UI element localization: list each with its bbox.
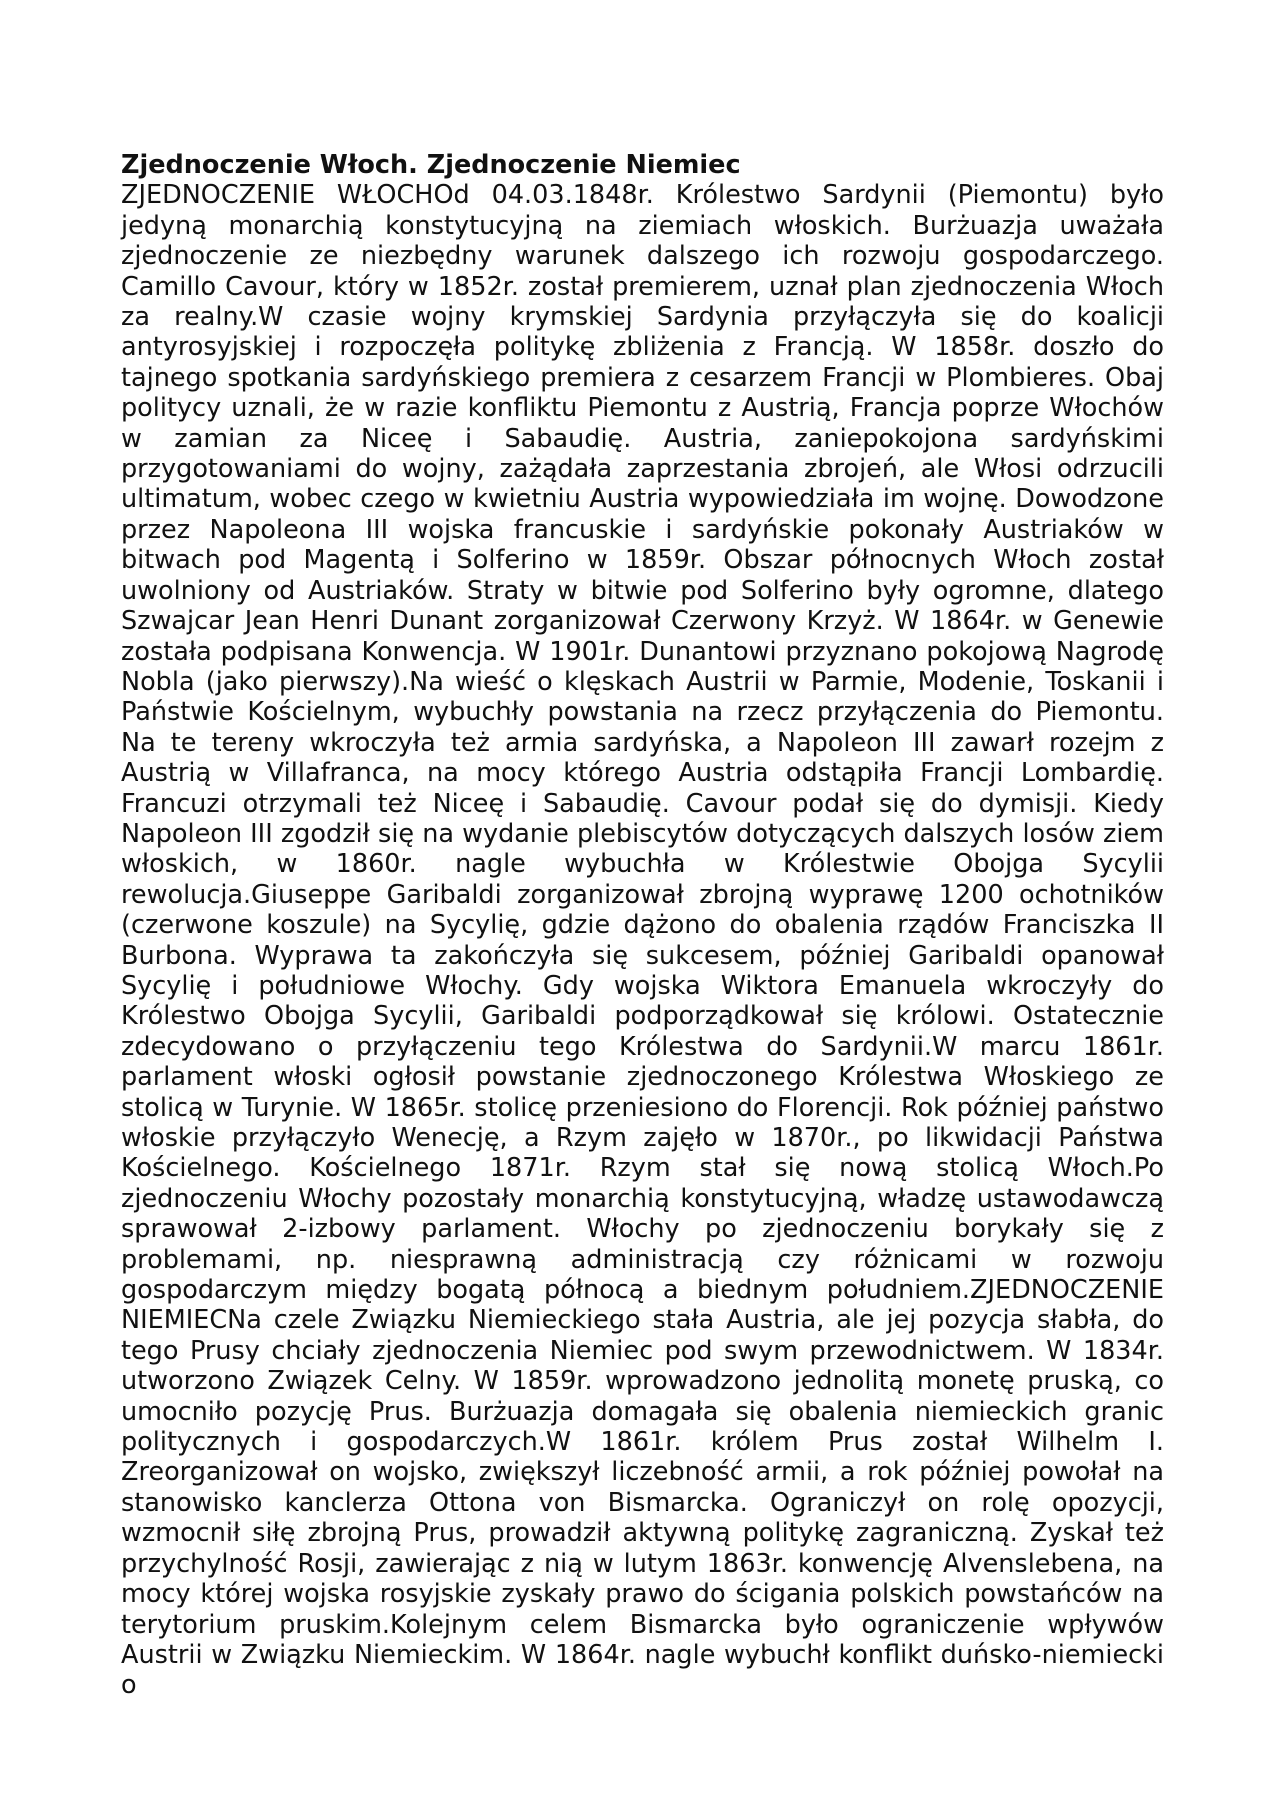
document-body-text: ZJEDNOCZENIE WŁOCHOd 04.03.1848r. Królestwo Sardynii (Piemontu) było jedyną monarchią konstytucyjną na ziemiach włoskich. Burżuazja uważała zjednoczenie ze niezbędny warunek dalszego ich rozwoju gospodarczego. Camillo Cavour, który w 1852r. został premierem, uznał plan zjednoczenia Włoch za realny.W czasie wojny krymskiej Sardynia przyłączyła się do koalicji antyrosyjskiej i rozpoczęła politykę zbliżenia z Francją. W 1858r. doszło do tajnego spotkania sardyńskiego premiera z cesarzem Francji w Plombieres. Obaj politycy uznali, że w razie konfliktu Piemontu z Austrią, Francja poprze Włochów w zamian za Niceę i Sabaudię. Austria, zaniepokojona sardyńskimi przygotowaniami do wojny, zażądała zaprzestania zbrojeń, ale Włosi odrzucili ultimatum, wobec czego w kwietniu Austria wypowiedziała im wojnę. Dowodzone przez Napoleona III wojska francuskie i sardyńskie pokonały Austriaków w bitwach pod Magentą i Solferino w 1859r. Obszar północnych Włoch został uwolniony od Austriaków. Straty w bitwie pod Solferino były ogromne, dlatego Szwajcar Jean Henri Dunant zorganizował Czerwony Krzyż. W 1864r. w Genewie została podpisana Konwencja. W 1901r. Dunantowi przyznano pokojową Nagrodę Nobla (jako pierwszy).Na wieść o klęskach Austrii w Parmie, Modenie, Toskanii i Państwie Kościelnym, wybuchły powstania na rzecz przyłączenia do Piemontu. Na te tereny wkroczyła też armia sardyńska, a Napoleon III zawarł rozejm z Austrią w Villafranca, na mocy którego Austria odstąpiła Francji Lombardię. Francuzi otrzymali też Niceę i Sabaudię. Cavour podał się do dymisji. Kiedy Napoleon III zgodził się na wydanie plebiscytów dotyczących dalszych losów ziem włoskich, w 1860r. nagle wybuchła w Królestwie Obojga Sycylii rewolucja.Giuseppe Garibaldi zorganizował zbrojną wyprawę 1200 ochotników (czerwone koszule) na Sycylię, gdzie dążono do obalenia rządów Franciszka II Burbona. Wyprawa ta zakończyła się sukcesem, później Garibaldi opanował Sycylię i południowe Włochy. Gdy wojska Wiktora Emanuela wkroczyły do Królestwo Obojga Sycylii, Garibaldi podporządkował się królowi. Ostatecznie zdecydowano o przyłączeniu tego Królestwa do Sardynii.W marcu 1861r. parlament włoski ogłosił powstanie zjednoczonego Królestwa Włoskiego ze stolicą w Turynie. W 1865r. stolicę przeniesiono do Florencji. Rok później państwo włoskie przyłączyło Wenecję, a Rzym zajęło w 1870r., po likwidacji Państwa Kościelnego. Kościelnego 1871r. Rzym stał się nową stolicą Włoch.Po zjednoczeniu Włochy pozostały monarchią konstytucyjną, władzę ustawodawczą sprawował 2-izbowy parlament. Włochy po zjednoczeniu borykały się z problemami, np. niesprawną administracją czy różnicami w rozwoju gospodarczym między bogatą północą a biednym południem.ZJEDNOCZENIE NIEMIECNa czele Związku Niemieckiego stała Austria, ale jej pozycja słabła, do tego Prusy chciały zjednoczenia Niemiec pod swym przewodnictwem. W 1834r. utworzono Związek Celny. W 1859r. wprowadzono jednolitą monetę pruską, co umocniło pozycję Prus. Burżuazja domagała się obalenia niemieckich granic politycznych i gospodarczych.W 1861r. królem Prus został Wilhelm I. Zreorganizował on wojsko, zwiększył liczebność armii, a rok później powołał na stanowisko kanclerza Ottona von Bismarcka. Ograniczył on rolę opozycji, wzmocnił siłę zbrojną Prus, prowadził aktywną politykę zagraniczną. Zyskał też przychylność Rosji, zawierając z nią w lutym 1863r. konwencję Alvenslebena, na mocy której wojska rosyjskie zyskały prawo do ścigania polskich powstańców na terytorium pruskim.Kolejnym celem Bismarcka było ograniczenie wpływów Austrii w Związku Niemieckim. W 1864r. nagle wybuchł konflikt duńsko-niemiecki o: [121, 180, 1164, 1701]
document-title: Zjednoczenie Włoch. Zjednoczenie Niemiec: [121, 150, 741, 180]
document-content: [121, 150, 1164, 1701]
